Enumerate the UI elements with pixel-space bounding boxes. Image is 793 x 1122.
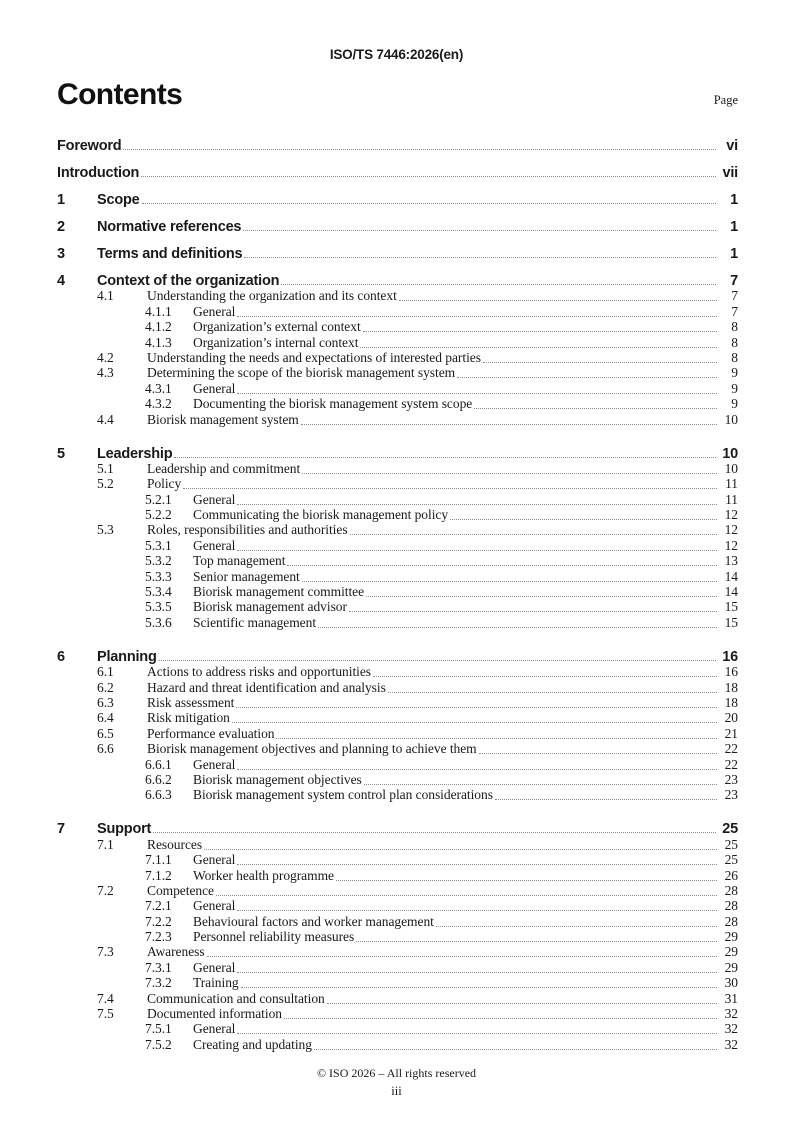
- toc-entry-page-number: 10: [724, 411, 738, 427]
- toc-entry-number: 5.3.1: [145, 537, 172, 553]
- toc-entry-label: Policy: [147, 476, 182, 492]
- toc-entry[interactable]: [57, 397, 738, 412]
- toc-dot-leader: [237, 962, 719, 976]
- toc-entry-label: General: [193, 898, 236, 914]
- toc-entry-label: General: [193, 491, 236, 507]
- toc-entry[interactable]: [57, 366, 738, 381]
- toc-entry-page-number: 20: [724, 710, 738, 726]
- toc-entry-number: 7.3.2: [145, 975, 172, 991]
- toc-entry-label: Competence: [147, 882, 214, 898]
- toc-entry-label: Scope: [97, 192, 140, 208]
- toc-entry[interactable]: [57, 1007, 738, 1022]
- toc-entry-number: 4.3.1: [145, 380, 172, 396]
- toc-entry-page-number: 8: [731, 334, 738, 350]
- toc-entry[interactable]: [57, 554, 738, 569]
- toc-entry-number: 7.3.1: [145, 959, 172, 975]
- toc-entry-page-number: 9: [731, 380, 738, 396]
- toc-dot-leader: [142, 194, 718, 209]
- toc-entry-number: 1: [57, 192, 65, 208]
- toc-entry-label: Normative references: [97, 219, 242, 235]
- toc-entry[interactable]: [57, 523, 738, 538]
- toc-entry-number: 4.1.3: [145, 334, 172, 350]
- toc-entry-page-number: 18: [724, 679, 738, 695]
- toc-dot-leader: [318, 617, 719, 631]
- toc-dot-leader: [237, 494, 719, 508]
- toc-entry[interactable]: [57, 289, 738, 304]
- toc-dot-leader: [204, 839, 719, 853]
- toc-entry-label: General: [193, 380, 236, 396]
- toc-dot-leader: [327, 993, 719, 1007]
- toc-entry[interactable]: [57, 1022, 738, 1037]
- toc-dot-leader: [436, 916, 719, 930]
- toc-entry[interactable]: [57, 711, 738, 726]
- toc-entry[interactable]: [57, 810, 738, 837]
- toc-dot-leader: [276, 728, 719, 742]
- toc-entry-page-number: 1: [730, 246, 738, 262]
- toc-entry[interactable]: [57, 914, 738, 929]
- toc-dot-leader: [350, 525, 719, 539]
- toc-entry-page-number: 22: [724, 741, 738, 757]
- toc-dot-leader: [302, 571, 719, 585]
- toc-entry-label: Biorisk management system control plan considerations: [193, 787, 493, 803]
- toc-entry-label: Biorisk management committee: [193, 584, 365, 600]
- toc-entry-number: 7.2.2: [145, 913, 172, 929]
- toc-entry-label: Determining the scope of the biorisk management system: [147, 365, 456, 381]
- toc-entry-page-number: 16: [724, 664, 738, 680]
- toc-entry-page-number: 1: [730, 219, 738, 235]
- toc-entry-page-number: 7: [731, 288, 738, 304]
- toc-dot-leader: [284, 1009, 719, 1023]
- toc-entry-page-number: 14: [724, 584, 738, 600]
- toc-entry-number: 4.3: [97, 365, 114, 381]
- toc-entry[interactable]: [57, 351, 738, 366]
- toc-entry-number: 7.4: [97, 990, 114, 1006]
- toc-dot-leader: [479, 744, 719, 758]
- toc-entry-label: Senior management: [193, 568, 300, 584]
- toc-dot-leader: [301, 414, 719, 428]
- running-head: ISO/TS 7446:2026(en): [329, 47, 464, 62]
- toc-entry-page-number: 15: [724, 614, 738, 630]
- toc-entry-number: 7.2.1: [145, 898, 172, 914]
- toc-entry[interactable]: [57, 262, 738, 289]
- toc-entry-page-number: 13: [724, 553, 738, 569]
- toc-entry-number: 6.6.2: [145, 771, 172, 787]
- toc-dot-leader: [237, 855, 719, 869]
- toc-entry[interactable]: [57, 235, 738, 262]
- toc-entry-number: 7.1.1: [145, 852, 172, 868]
- toc-entry-page-number: 31: [724, 990, 738, 1006]
- toc-dot-leader: [399, 291, 719, 305]
- toc-entry-number: 5.3.3: [145, 568, 172, 584]
- toc-entry-label: Communicating the biorisk management policy: [193, 507, 449, 523]
- toc-dot-leader: [364, 774, 719, 788]
- toc-entry-page-number: 10: [724, 460, 738, 476]
- toc-entry-page-number: 15: [724, 599, 738, 615]
- toc-entry[interactable]: [57, 837, 738, 852]
- toc-entry-number: 5.3: [97, 522, 114, 538]
- toc-entry-number: 5.2.1: [145, 491, 172, 507]
- toc-entry-label: Context of the organization: [97, 273, 280, 289]
- toc-entry[interactable]: [57, 945, 738, 960]
- toc-entry-number: 7: [57, 821, 65, 838]
- toc-entry-label: General: [193, 852, 236, 868]
- toc-entry-label: General: [193, 303, 236, 319]
- toc-entry-label: Hazard and threat identification and analysis: [147, 679, 386, 695]
- toc-entry[interactable]: [57, 320, 738, 335]
- toc-entry-label: Top management: [193, 553, 286, 569]
- toc-entry-page-number: 21: [724, 725, 738, 741]
- toc-entry[interactable]: [57, 930, 738, 945]
- toc-entry-label: Terms and definitions: [97, 246, 243, 262]
- toc-entry-label: Understanding the needs and expectations of interested parties: [147, 349, 481, 365]
- toc-entry-page-number: 29: [724, 929, 738, 945]
- toc-entry-page-number: 29: [724, 959, 738, 975]
- toc-entry-number: 4.1: [97, 288, 114, 304]
- toc-entry-page-number: 7: [731, 303, 738, 319]
- toc-dot-leader: [360, 337, 719, 351]
- toc-entry-label: Introduction: [57, 165, 140, 181]
- toc-entry-label: Leadership: [97, 445, 173, 462]
- toc-entry-label: Leadership and commitment: [147, 460, 301, 476]
- toc-entry-label: Scientific management: [193, 614, 317, 630]
- toc-entry[interactable]: [57, 615, 738, 630]
- toc-entry-number: 4.1.2: [145, 319, 172, 335]
- toc-dot-leader: [236, 697, 719, 711]
- toc-dot-leader: [356, 932, 719, 946]
- toc-entry[interactable]: [57, 585, 738, 600]
- toc-entry-number: 2: [57, 219, 65, 235]
- toc-entry-number: 5.3.5: [145, 599, 172, 615]
- toc-entry-number: 7.2.3: [145, 929, 172, 945]
- toc-entry-label: Understanding the organization and its context: [147, 288, 397, 304]
- toc-entry-page-number: 32: [724, 1006, 738, 1022]
- toc-entry-page-number: 1: [730, 192, 738, 208]
- toc-entry-label: Worker health programme: [193, 867, 334, 883]
- toc-entry-page-number: 23: [724, 771, 738, 787]
- toc-entry-number: 5.3.6: [145, 614, 172, 630]
- toc-entry[interactable]: [57, 492, 738, 507]
- toc-entry-page-number: 23: [724, 787, 738, 803]
- toc-dot-leader: [450, 510, 719, 524]
- toc-entry[interactable]: [57, 304, 738, 319]
- toc-entry-label: Risk mitigation: [147, 710, 230, 726]
- toc-dot-leader: [183, 479, 719, 493]
- toc-entry-label: Risk assessment: [147, 694, 235, 710]
- toc-entry-number: 6.6.1: [145, 756, 172, 772]
- toc-entry-number: 3: [57, 246, 65, 262]
- toc-entry-page-number: 28: [724, 898, 738, 914]
- toc-dot-leader: [244, 248, 718, 263]
- page-column-label: Page: [713, 93, 738, 107]
- toc-entry-page-number: 30: [724, 975, 738, 991]
- toc-entry-label: Biorisk management objectives: [193, 771, 362, 787]
- toc-dot-leader: [336, 870, 719, 884]
- toc-entry-page-number: 32: [724, 1036, 738, 1052]
- toc-entry-page-number: 12: [724, 522, 738, 538]
- toc-entry-number: 5.3.2: [145, 553, 172, 569]
- toc-entry-label: General: [193, 1021, 236, 1037]
- toc-entry[interactable]: [57, 462, 738, 477]
- toc-entry-page-number: vii: [722, 165, 738, 181]
- toc-dot-leader: [237, 901, 719, 915]
- toc-entry[interactable]: [57, 696, 738, 711]
- toc-entry-number: 7.5: [97, 1006, 114, 1022]
- toc-entry-label: Performance evaluation: [147, 725, 275, 741]
- toc-entry-page-number: 9: [731, 365, 738, 381]
- toc-entry[interactable]: [57, 742, 738, 757]
- toc-entry[interactable]: [57, 884, 738, 899]
- toc-entry[interactable]: [57, 381, 738, 396]
- page-title: Contents: [57, 78, 183, 111]
- toc-dot-leader: [237, 306, 719, 320]
- toc-entry-page-number: 9: [731, 396, 738, 412]
- toc-dot-leader: [241, 978, 719, 992]
- toc-dot-leader: [366, 587, 719, 601]
- toc-entry-label: Training: [193, 975, 239, 991]
- toc-dot-leader: [363, 322, 719, 336]
- toc-entry[interactable]: [57, 680, 738, 695]
- toc-entry-page-number: 28: [724, 882, 738, 898]
- toc-entry-label: Roles, responsibilities and authorities: [147, 522, 348, 538]
- toc-entry[interactable]: [57, 868, 738, 883]
- toc-entry-page-number: 25: [722, 821, 738, 838]
- toc-dot-leader: [287, 556, 719, 570]
- toc-entry[interactable]: [57, 412, 738, 427]
- toc-entry-label: General: [193, 537, 236, 553]
- toc-entry-number: 7.1: [97, 836, 114, 852]
- toc-entry-label: Biorisk management objectives and planning to achieve them: [147, 741, 477, 757]
- toc-entry-page-number: 26: [724, 867, 738, 883]
- toc-dot-leader: [141, 167, 718, 182]
- toc-entry[interactable]: [57, 335, 738, 350]
- toc-entry-label: Organization’s internal context: [193, 334, 359, 350]
- toc-entry-number: 5.3.4: [145, 584, 172, 600]
- toc-entry-label: Biorisk management system: [147, 411, 299, 427]
- toc-entry-number: 6.4: [97, 710, 114, 726]
- toc-entry[interactable]: [57, 435, 738, 462]
- toc-entry-label: Documented information: [147, 1006, 282, 1022]
- toc-entry-number: 6.1: [97, 664, 114, 680]
- toc-entry-number: 7.3: [97, 944, 114, 960]
- toc-entry-page-number: 12: [724, 507, 738, 523]
- toc-entry-label: Resources: [147, 836, 203, 852]
- toc-entry-number: 6.6.3: [145, 787, 172, 803]
- toc-entry-number: 6.6: [97, 741, 114, 757]
- toc-entry[interactable]: [57, 154, 738, 181]
- toc-entry-number: 7.5.2: [145, 1036, 172, 1052]
- toc-dot-leader: [314, 1039, 719, 1053]
- toc-entry[interactable]: [57, 638, 738, 665]
- toc-dot-leader: [153, 823, 718, 838]
- toc-entry-number: 4.3.2: [145, 396, 172, 412]
- toc-entry[interactable]: [57, 508, 738, 523]
- footer-page-number: iii: [391, 1084, 402, 1098]
- toc-dot-leader: [373, 667, 719, 681]
- toc-entry[interactable]: [57, 538, 738, 553]
- toc-entry-number: 7.1.2: [145, 867, 172, 883]
- toc-entry[interactable]: [57, 757, 738, 772]
- toc-entry-page-number: 10: [722, 445, 738, 462]
- toc-entry-label: Personnel reliability measures: [193, 929, 355, 945]
- toc-entry-page-number: 29: [724, 944, 738, 960]
- toc-entry-label: Documenting the biorisk management system scope: [193, 396, 473, 412]
- footer-copyright: © ISO 2026 – All rights reserved: [316, 1066, 477, 1080]
- toc-entry-number: 5: [57, 445, 65, 462]
- toc-entry-number: 7.2: [97, 882, 114, 898]
- toc-entry-label: Communication and consultation: [147, 990, 325, 1006]
- toc-entry[interactable]: [57, 477, 738, 492]
- toc-dot-leader: [495, 790, 719, 804]
- toc-dot-leader: [216, 885, 719, 899]
- toc-dot-leader: [457, 368, 719, 382]
- toc-dot-leader: [237, 540, 719, 554]
- toc-entry-number: 6.3: [97, 694, 114, 710]
- toc-entry[interactable]: [57, 127, 738, 154]
- toc-dot-leader: [388, 682, 719, 696]
- toc-entry-label: Foreword: [57, 138, 122, 154]
- toc-entry-number: 5.2.2: [145, 507, 172, 523]
- toc-entry[interactable]: [57, 181, 738, 208]
- toc-entry[interactable]: [57, 726, 738, 741]
- toc-entry[interactable]: [57, 853, 738, 868]
- toc-entry-page-number: 11: [725, 491, 738, 507]
- toc-entry-number: 5.1: [97, 460, 114, 476]
- toc-entry-page-number: 18: [724, 694, 738, 710]
- toc-entry-label: General: [193, 756, 236, 772]
- toc-entry[interactable]: [57, 991, 738, 1006]
- toc-dot-leader: [243, 221, 718, 236]
- toc-entry[interactable]: [57, 600, 738, 615]
- toc-entry-page-number: 12: [724, 537, 738, 553]
- toc-entry-label: Actions to address risks and opportunities: [147, 664, 371, 680]
- toc-dot-leader: [349, 602, 719, 616]
- toc-entry-number: 4.2: [97, 349, 114, 365]
- toc-entry-label: Biorisk management advisor: [193, 599, 347, 615]
- toc-entry-number: 6: [57, 648, 65, 665]
- toc-entry-page-number: 32: [724, 1021, 738, 1037]
- toc-entry[interactable]: [57, 976, 738, 991]
- toc-entry-page-number: 25: [724, 836, 738, 852]
- toc-dot-leader: [123, 140, 718, 155]
- contents-title-row: [57, 80, 738, 110]
- toc-dot-leader: [281, 275, 718, 290]
- toc-dot-leader: [159, 650, 718, 665]
- toc-entry-number: 6.2: [97, 679, 114, 695]
- toc-dot-leader: [174, 447, 718, 462]
- toc-entry[interactable]: [57, 899, 738, 914]
- toc-entry-label: Planning: [97, 648, 157, 665]
- toc-entry-label: Support: [97, 821, 152, 838]
- toc-entry-page-number: 28: [724, 913, 738, 929]
- toc-entry-page-number: vi: [726, 138, 738, 154]
- toc-entry-page-number: 25: [724, 852, 738, 868]
- table-of-contents: [57, 127, 738, 1053]
- toc-dot-leader: [474, 399, 719, 413]
- toc-entry-label: Organization’s external context: [193, 319, 361, 335]
- toc-dot-leader: [232, 713, 719, 727]
- toc-entry-page-number: 8: [731, 349, 738, 365]
- toc-dot-leader: [302, 463, 719, 477]
- toc-entry-page-number: 16: [722, 648, 738, 665]
- toc-entry[interactable]: [57, 1037, 738, 1052]
- toc-entry-page-number: 14: [724, 568, 738, 584]
- toc-entry-page-number: 22: [724, 756, 738, 772]
- toc-dot-leader: [237, 759, 719, 773]
- toc-dot-leader: [237, 1024, 719, 1038]
- toc-entry-label: General: [193, 959, 236, 975]
- toc-entry-label: Awareness: [147, 944, 205, 960]
- toc-entry[interactable]: [57, 665, 738, 680]
- toc-entry-number: 4.4: [97, 411, 114, 427]
- toc-entry[interactable]: [57, 569, 738, 584]
- toc-entry-label: Creating and updating: [193, 1036, 312, 1052]
- toc-entry-number: 4.1.1: [145, 303, 172, 319]
- toc-entry[interactable]: [57, 208, 738, 235]
- toc-entry-page-number: 11: [725, 476, 738, 492]
- toc-entry-page-number: 8: [731, 319, 738, 335]
- toc-entry-page-number: 7: [730, 273, 738, 289]
- toc-entry[interactable]: [57, 960, 738, 975]
- toc-dot-leader: [483, 352, 719, 366]
- toc-dot-leader: [237, 383, 719, 397]
- toc-entry-number: 6.5: [97, 725, 114, 741]
- toc-entry-label: Behavioural factors and worker management: [193, 913, 434, 929]
- toc-entry-number: 4: [57, 273, 65, 289]
- toc-dot-leader: [207, 947, 719, 961]
- toc-entry-number: 7.5.1: [145, 1021, 172, 1037]
- toc-entry-number: 5.2: [97, 476, 114, 492]
- toc-entry[interactable]: [57, 773, 738, 788]
- toc-entry[interactable]: [57, 788, 738, 803]
